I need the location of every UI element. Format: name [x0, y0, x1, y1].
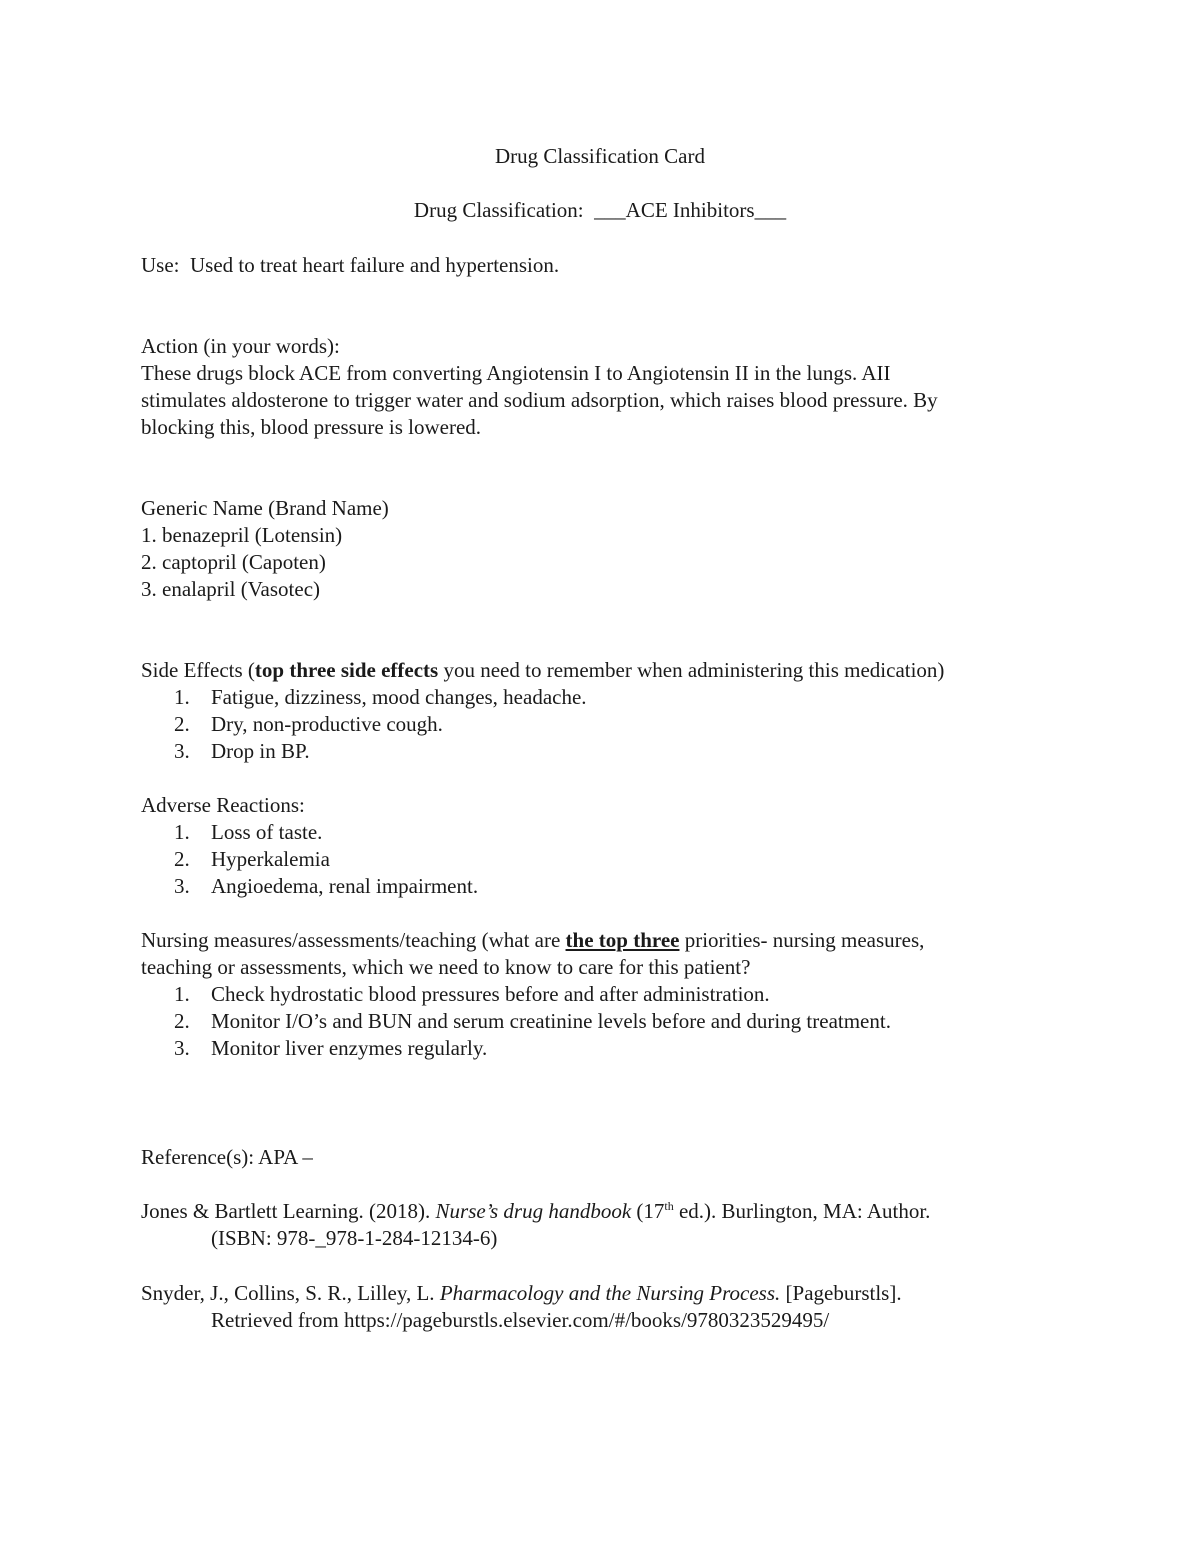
adverse-number: 2. — [174, 847, 190, 871]
references-heading: Reference(s): APA – — [141, 1145, 313, 1169]
nursing-heading-post: priorities- nursing measures, — [679, 928, 925, 952]
use-label: Use: — [141, 253, 180, 277]
adverse-item: Angioedema, renal impairment. — [211, 874, 479, 898]
side-effect-number: 2. — [174, 712, 190, 736]
nursing-item: Monitor I/O’s and BUN and serum creatinine levels before and during treatment. — [211, 1009, 891, 1033]
side-effect-number: 1. — [174, 685, 190, 709]
generic-item: 3. enalapril (Vasotec) — [141, 577, 321, 601]
action-line: These drugs block ACE from converting Angiotensin I to Angiotensin II in the lungs. AII — [141, 361, 891, 385]
reference-2-url: Retrieved from https://pageburstls.elsevier.com/#/books/9780323529495/ — [211, 1308, 830, 1332]
reference-2-source: [Pageburstls]. — [780, 1281, 902, 1305]
reference-1-publisher: ed.). Burlington, MA: Author. — [673, 1199, 931, 1223]
adverse-heading: Adverse Reactions: — [141, 793, 305, 817]
use-text: Used to treat heart failure and hypertension. — [190, 253, 560, 277]
generic-item: 2. captopril (Capoten) — [141, 550, 326, 574]
side-effects-heading — [141, 657, 944, 684]
nursing-heading-pre: Nursing measures/assessments/teaching (what are — [141, 928, 566, 952]
nursing-heading-line2: teaching or assessments, which we need to know to care for this patient? — [141, 955, 751, 979]
nursing-item: Monitor liver enzymes regularly. — [211, 1036, 488, 1060]
reference-1 — [141, 1198, 930, 1225]
generic-heading: Generic Name (Brand Name) — [141, 496, 389, 520]
nursing-heading — [141, 927, 924, 954]
reference-2-authors: Snyder, J., Collins, S. R., Lilley, L. — [141, 1281, 440, 1305]
nursing-number: 2. — [174, 1009, 190, 1033]
side-effect-number: 3. — [174, 739, 190, 763]
action-line: blocking this, blood pressure is lowered. — [141, 415, 482, 439]
side-effect-item: Dry, non-productive cough. — [211, 712, 443, 736]
side-effects-heading-post: you need to remember when administering this medication) — [438, 658, 945, 682]
action-line: stimulates aldosterone to trigger water and sodium adsorption, which raises blood pressure. By — [141, 388, 938, 412]
nursing-item: Check hydrostatic blood pressures before and after administration. — [211, 982, 770, 1006]
reference-1-authors: Jones & Bartlett Learning. (2018). — [141, 1199, 436, 1223]
side-effects-heading-pre: Side Effects ( — [141, 658, 255, 682]
page-title: Drug Classification Card — [495, 144, 705, 168]
adverse-item: Hyperkalemia — [211, 847, 330, 871]
side-effects-heading-bold: top three side effects — [254, 658, 439, 682]
adverse-item: Loss of taste. — [211, 820, 323, 844]
reference-2-title: Pharmacology and the Nursing Process. — [439, 1281, 781, 1305]
drug-classification-label: Drug Classification: — [413, 198, 584, 222]
reference-1-edition-sup: th — [664, 1199, 674, 1213]
nursing-number: 1. — [174, 982, 190, 1006]
nursing-heading-bold: the top three — [565, 928, 680, 952]
generic-item: 1. benazepril (Lotensin) — [141, 523, 343, 547]
use-line — [141, 252, 559, 279]
adverse-number: 1. — [174, 820, 190, 844]
side-effect-item: Fatigue, dizziness, mood changes, headache. — [211, 685, 587, 709]
reference-1-edition: (17 — [631, 1199, 665, 1223]
reference-2 — [141, 1280, 902, 1307]
drug-classification-value: ___ACE Inhibitors___ — [594, 198, 787, 222]
drug-classification-line — [0, 197, 1200, 224]
adverse-number: 3. — [174, 874, 190, 898]
nursing-number: 3. — [174, 1036, 190, 1060]
side-effect-item: Drop in BP. — [211, 739, 310, 763]
reference-1-title: Nurse’s drug handbook — [435, 1199, 632, 1223]
reference-1-isbn: (ISBN: 978-_978-1-284-12134-6) — [211, 1226, 498, 1250]
action-heading: Action (in your words): — [141, 334, 340, 358]
